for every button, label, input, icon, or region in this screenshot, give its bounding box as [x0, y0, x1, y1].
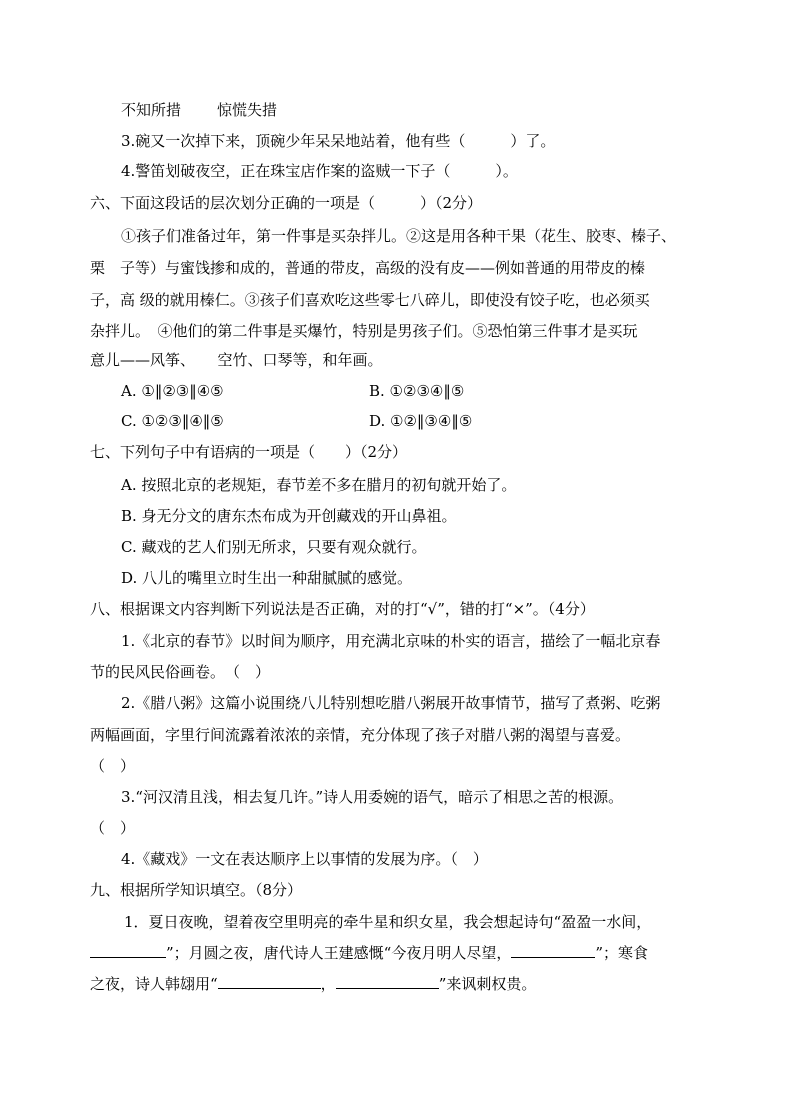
fill-blank-3[interactable] [218, 974, 321, 989]
q9-line-2 [90, 943, 648, 963]
q9-line-3-text-a: 之夜，诗人韩翃用“ [90, 975, 218, 993]
q8-item-1: 1.《北京的春节》以时间为顺序，用充满北京味的朴实的语言，描绘了一幅北京春 [121, 632, 661, 650]
q8-item-3-bracket: （ ） [90, 819, 136, 837]
word-choice-b: 惊慌失措 [217, 101, 278, 119]
q6-passage-line: 栗 子等）与蜜饯掺和成的，普通的带皮，高级的没有皮——例如普通的用带皮的榛 [90, 259, 646, 277]
q6-option-c: C. ①②③‖④‖⑤ [121, 412, 224, 430]
q9-line-3-sep: ， [320, 975, 336, 993]
q9-line-2-text-a: ”；月圆之夜，唐代诗人王建感慨“今夜月明人尽望， [166, 944, 512, 962]
q6-passage-line: ①孩子们准备过年，第一件事是买杂拌儿。②这是用各种干果（花生、胶枣、榛子、 [121, 227, 677, 245]
word-choice-a: 不知所措 [121, 101, 182, 119]
q8-item-3: 3.“河汉清且浅，相去复几许。”诗人用委婉的语气，暗示了相思之苦的根源。 [121, 788, 624, 806]
q8-item-1-cont: 节的民风民俗画卷。 （ ） [90, 663, 271, 681]
q9-title: 九、根据所学知识填空。（8分） [90, 881, 303, 899]
q7-option: C. 藏戏的艺人们别无所求，只要有观众就行。 [121, 538, 427, 556]
q8-item-2-cont: 两幅画面，字里行间流露着浓浓的亲情，充分体现了孩子对腊八粥的渴望与喜爱。 [90, 726, 631, 744]
q6-option-b: B. ①②③④‖⑤ [369, 382, 465, 400]
q8-item-2-bracket: （ ） [90, 757, 136, 775]
q8-item-4: 4.《藏戏》一文在表达顺序上以事情的发展为序。（ ） [121, 850, 488, 868]
q6-passage-line: 意儿——风筝、 空竹、口琴等，和年画。 [90, 351, 383, 369]
q5-item-4: 4.警笛划破夜空，正在珠宝店作案的盗贼一下子（ ）。 [121, 162, 518, 180]
q6-title: 六、下面这段话的层次划分正确的一项是（ ）（2分） [90, 194, 483, 212]
fill-blank-1[interactable] [90, 943, 166, 958]
q7-title: 七、下列句子中有语病的一项是（ ）（2分） [90, 443, 408, 461]
q7-option: D. 八儿的嘴里立时生出一种甜腻腻的感觉。 [121, 569, 413, 587]
q9-line-3-text-b: ”来讽刺权贵。 [438, 975, 537, 993]
q6-passage-line: 子，高 级的就用榛仁。③孩子们喜欢吃这些零七八碎儿，即使没有饺子吃，也必须买 [90, 291, 650, 309]
q6-option-d: D. ①②‖③④‖⑤ [369, 412, 473, 430]
q9-line-1: 1．夏日夜晚，望着夜空里明亮的牵牛星和织女星，我会想起诗句“盈盈一水间， [124, 913, 652, 931]
word-choice-line [121, 100, 277, 120]
fill-blank-4[interactable] [336, 974, 439, 989]
q8-item-2: 2.《腊八粥》这篇小说围绕八儿特别想吃腊八粥展开故事情节，描写了煮粥、吃粥 [121, 694, 661, 712]
fill-blank-2[interactable] [511, 943, 595, 958]
q7-option: B. 身无分文的唐东杰布成为开创藏戏的开山鼻祖。 [121, 507, 457, 525]
q9-line-2-text-b: ”；寒食 [595, 944, 649, 962]
q5-item-3: 3.碗又一次掉下来，顶碗少年呆呆地站着，他有些（ ）了。 [121, 132, 556, 150]
q8-title: 八、根据课文内容判断下列说法是否正确，对的打“√”，错的打“×”。（4分） [90, 600, 595, 618]
q6-passage-line: 杂拌儿。 ④他们的第二件事是买爆竹，特别是男孩子们。⑤恐怕第三件事才是买玩 [90, 322, 638, 340]
q6-option-a: A. ①‖②③‖④⑤ [121, 382, 224, 400]
q7-option: A. 按照北京的老规矩，春节差不多在腊月的初旬就开始了。 [121, 476, 517, 494]
q9-line-3 [90, 974, 536, 994]
